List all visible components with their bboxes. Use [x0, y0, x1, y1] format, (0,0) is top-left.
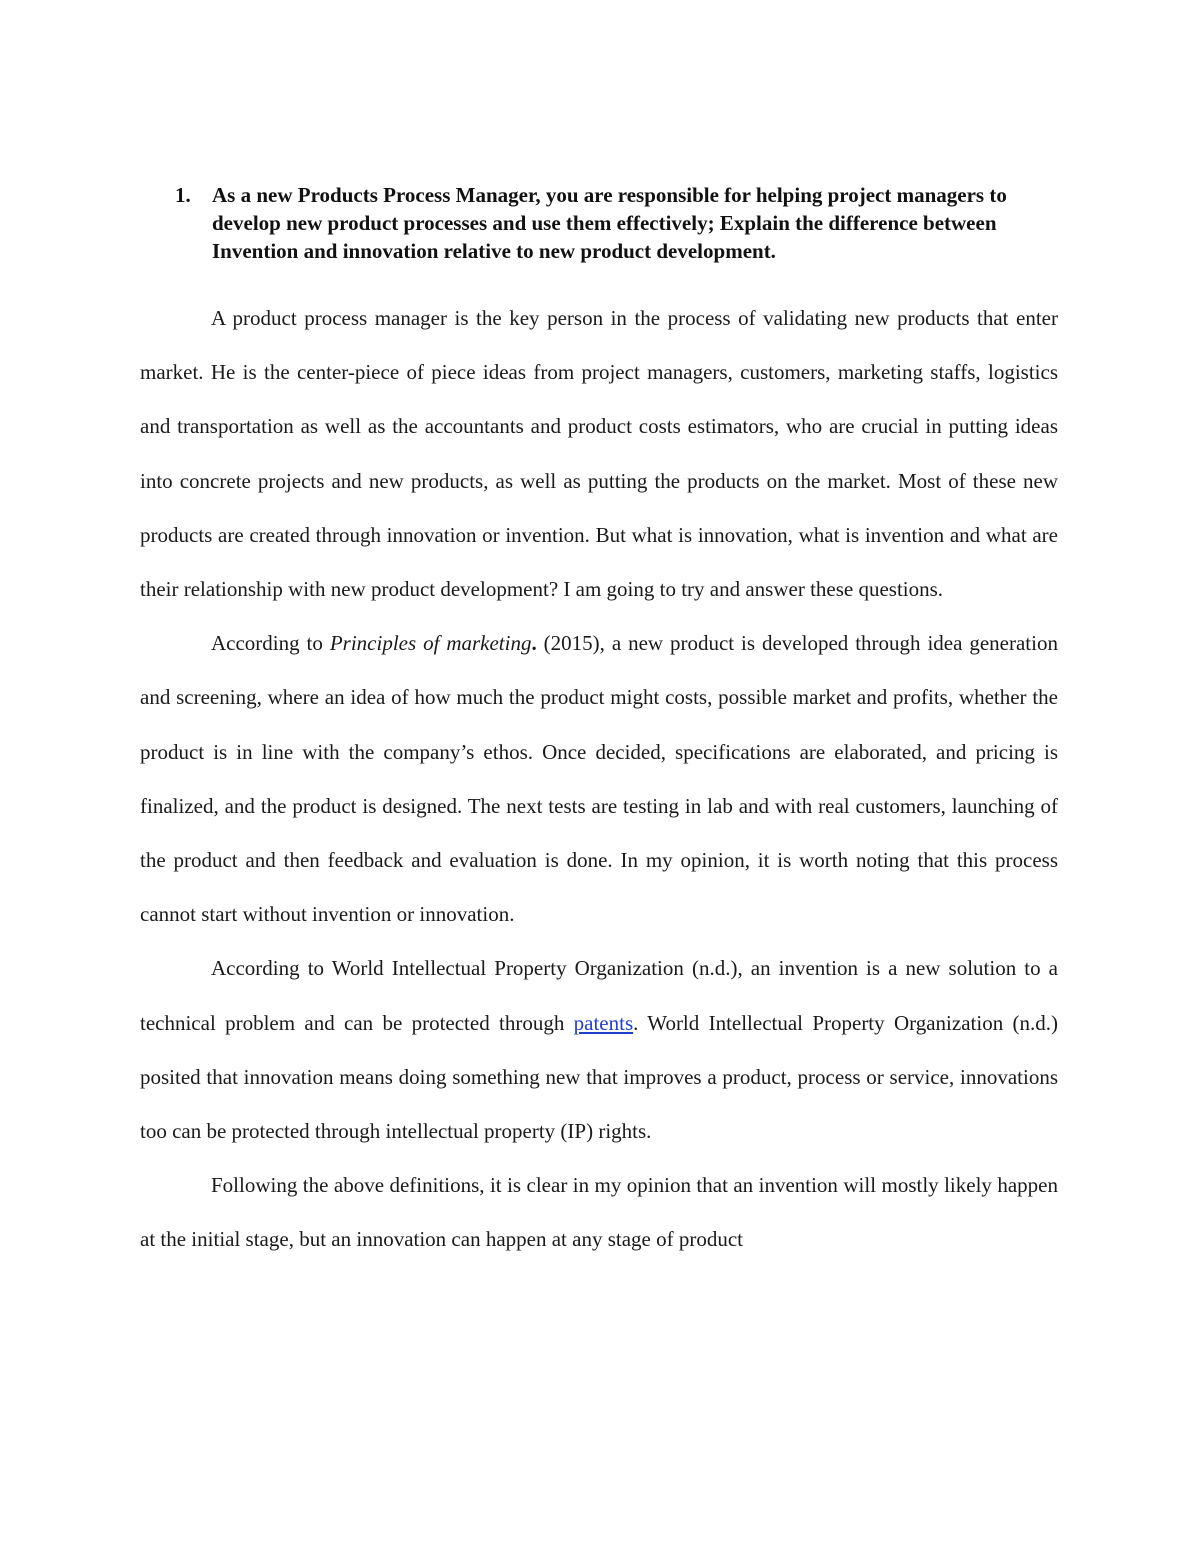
citation-title: Principles of marketing	[329, 631, 532, 656]
paragraph-wipo	[140, 941, 1058, 1158]
paragraph-principles-rest: (2015), a new product is developed through idea generation and screening, where an idea of how much the product might costs, possible market and profits, whether the product is in line with the company’s ethos. Once decided, specifications are elaborated, and pricing is finalized, and the product is designed. The next tests are testing in lab and with real customers, launching of the product and then feedback and evaluation is done. In my opinion, it is worth noting that this process cannot start without invention or innovation.	[140, 631, 1058, 927]
essay-body	[140, 291, 1058, 1267]
question-number: 1.	[175, 183, 191, 207]
citation-period: .	[531, 631, 537, 656]
question-heading	[175, 181, 1055, 265]
question-text: As a new Products Process Manager, you are responsible for helping project managers to develop new product processes and use them effectively; Explain the difference between Invention and innovation relative to new product development.	[212, 183, 1007, 263]
paragraph-intro: A product process manager is the key person in the process of validating new products that enter market. He is the center-piece of piece ideas from project managers, customers, marketing staffs, logistics and transportation as well as the accountants and product costs estimators, who are crucial in putting ideas into concrete projects and new products, as well as putting the products on the market. Most of these new products are created through innovation or invention. But what is innovation, what is invention and what are their relationship with new product development? I am going to try and answer these questions.	[140, 306, 1058, 602]
paragraph-wipo-rest: . World Intellectual Property Organization (n.d.) posited that innovation means doing something new that improves a product, process or service, innovations too can be protected through intellectual property (IP) rights.	[140, 1010, 1058, 1144]
patents-link[interactable]: patents	[573, 1010, 634, 1035]
paragraph-principles	[140, 616, 1058, 941]
paragraph-conclusion: Following the above definitions, it is clear in my opinion that an invention will mostly likely happen at the initial stage, but an innovation can happen at any stage of product	[140, 1173, 1058, 1252]
paragraph-wipo-lead: According to World Intellectual Property Organization (n.d.), an invention is a new solution to a technical problem and can be protected through	[140, 956, 1058, 1035]
paragraph-principles-lead: According to	[211, 631, 330, 656]
